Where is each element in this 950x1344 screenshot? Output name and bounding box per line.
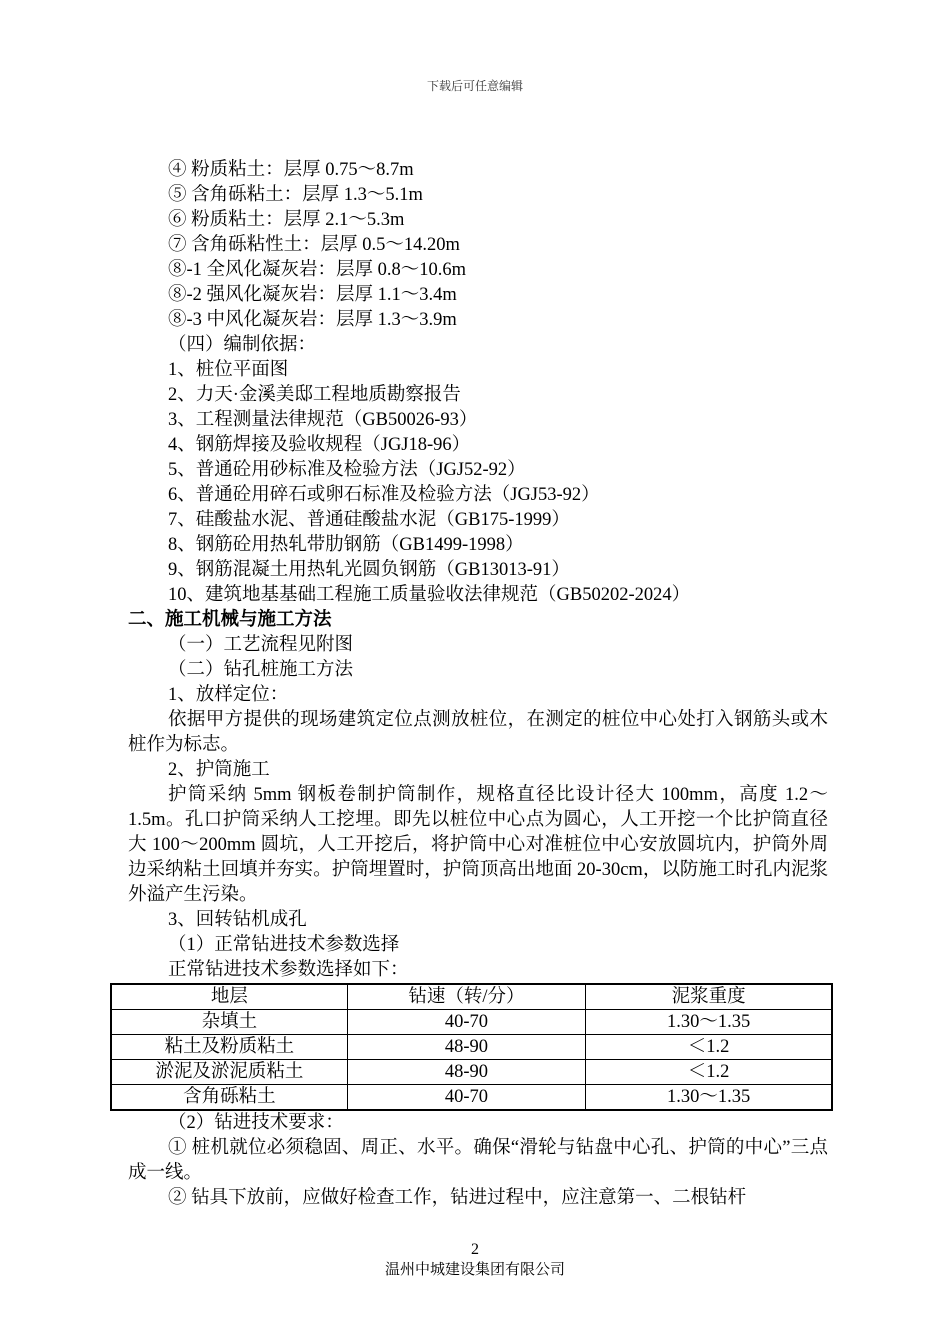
paragraph: 依据甲方提供的现场建筑定位点测放桩位，在测定的桩位中心处打入钢筋头或木桩作为标志。 bbox=[128, 710, 828, 755]
subsection-heading: （1）正常钻进技术参数选择 bbox=[168, 935, 400, 955]
table-cell: 粘土及粉质粘土 bbox=[111, 1035, 347, 1060]
table-cell: ＜1.2 bbox=[586, 1035, 832, 1060]
document-body bbox=[128, 158, 828, 1211]
soil-layer: ④ 粉质粘土：层厚 0.75～8.7m bbox=[168, 160, 414, 180]
table-header-cell: 地层 bbox=[111, 984, 347, 1010]
soil-layer: ⑦ 含角砾粘性土：层厚 0.5～14.20m bbox=[168, 235, 460, 255]
basis-item: 4、钢筋焊接及验收规程（JGJ18-96） bbox=[168, 435, 471, 455]
subsection-heading: （2）钻进技术要求： bbox=[168, 1113, 344, 1133]
basis-item: 1、桩位平面图 bbox=[168, 360, 289, 380]
table-row bbox=[111, 1035, 832, 1060]
soil-layer: ⑧-1 全风化凝灰岩：层厚 0.8～10.6m bbox=[168, 260, 467, 280]
table-cell: 1.30～1.35 bbox=[586, 1085, 832, 1111]
table-cell: 48-90 bbox=[347, 1035, 585, 1060]
step-title: 2、护筒施工 bbox=[168, 760, 270, 780]
requirement-item: ② 钻具下放前，应做好检查工作，钻进过程中，应注意第一、二根钻杆 bbox=[168, 1188, 747, 1208]
soil-layer: ⑤ 含角砾粘土：层厚 1.3～5.1m bbox=[168, 185, 423, 205]
table-row bbox=[111, 1085, 832, 1111]
drilling-params-table bbox=[110, 983, 833, 1111]
subsection-heading: （一）工艺流程见附图 bbox=[168, 635, 354, 655]
table-header-row bbox=[111, 984, 832, 1010]
step-title: 3、回转钻机成孔 bbox=[168, 910, 307, 930]
table-cell: 40-70 bbox=[347, 1010, 585, 1035]
requirement-item: ① 桩机就位必须稳固、周正、水平。确保“滑轮与钻盘中心孔、护筒的中心”三点成一线。 bbox=[128, 1138, 828, 1183]
table-cell: 48-90 bbox=[347, 1060, 585, 1085]
table-row bbox=[111, 1010, 832, 1035]
subsection-heading: （二）钻孔桩施工方法 bbox=[168, 660, 354, 680]
page-number: 2 bbox=[471, 1241, 479, 1258]
table-cell: 杂填土 bbox=[111, 1010, 347, 1035]
basis-item: 9、钢筋混凝土用热轧光圆负钢筋（GB13013-91） bbox=[168, 560, 570, 580]
table-row bbox=[111, 1060, 832, 1085]
table-cell: 含角砾粘土 bbox=[111, 1085, 347, 1111]
page-footer: 温州中城建设集团有限公司 bbox=[384, 1262, 565, 1278]
step-title: 1、放样定位： bbox=[168, 685, 289, 705]
section-title: 二、施工机械与施工方法 bbox=[128, 610, 332, 630]
table-intro: 正常钻进技术参数选择如下： bbox=[168, 960, 409, 980]
basis-item: 10、建筑地基基础工程施工质量验收法律规范（GB50202-2024） bbox=[168, 585, 691, 605]
table-cell: 淤泥及淤泥质粘土 bbox=[111, 1060, 347, 1085]
soil-layer: ⑧-3 中风化凝灰岩：层厚 1.3～3.9m bbox=[168, 310, 457, 330]
basis-item: 5、普通砼用砂标准及检验方法（JGJ52-92） bbox=[168, 460, 526, 480]
table-header-cell: 钻速（转/分） bbox=[347, 984, 585, 1010]
basis-item: 2、力天·金溪美邸工程地质勘察报告 bbox=[168, 385, 461, 405]
basis-item: 6、普通砼用碎石或卵石标准及检验方法（JGJ53-92） bbox=[168, 485, 600, 505]
paragraph: 护筒采纳 5mm 钢板卷制护筒制作，规格直径比设计径大 100mm，高度 1.2～1.5m。孔口护筒采纳人工挖埋。即先以桩位中心点为圆心，人工开挖一个比护筒直径大 100～200mm 圆坑，人工开挖后，将护筒中心对准桩位中心安放圆坑内，护筒外周边采纳粘土回填并夯实。护筒埋置时，护筒顶高出地面 20-30cm，以防施工时孔内泥浆外溢产生污染。 bbox=[128, 785, 828, 905]
table-cell: 1.30～1.35 bbox=[586, 1010, 832, 1035]
table-header-cell: 泥浆重度 bbox=[586, 984, 832, 1010]
table-cell: 40-70 bbox=[347, 1085, 585, 1111]
basis-heading: （四）编制依据： bbox=[168, 335, 317, 355]
basis-item: 7、硅酸盐水泥、普通硅酸盐水泥（GB175-1999） bbox=[168, 510, 570, 530]
table-cell: ＜1.2 bbox=[586, 1060, 832, 1085]
soil-layer: ⑥ 粉质粘土：层厚 2.1～5.3m bbox=[168, 210, 405, 230]
basis-item: 8、钢筋砼用热轧带肋钢筋（GB1499-1998） bbox=[168, 535, 524, 555]
basis-item: 3、工程测量法律规范（GB50026-93） bbox=[168, 410, 478, 430]
soil-layer: ⑧-2 强风化凝灰岩：层厚 1.1～3.4m bbox=[168, 285, 457, 305]
page-header: 下载后可任意编辑 bbox=[426, 79, 523, 93]
